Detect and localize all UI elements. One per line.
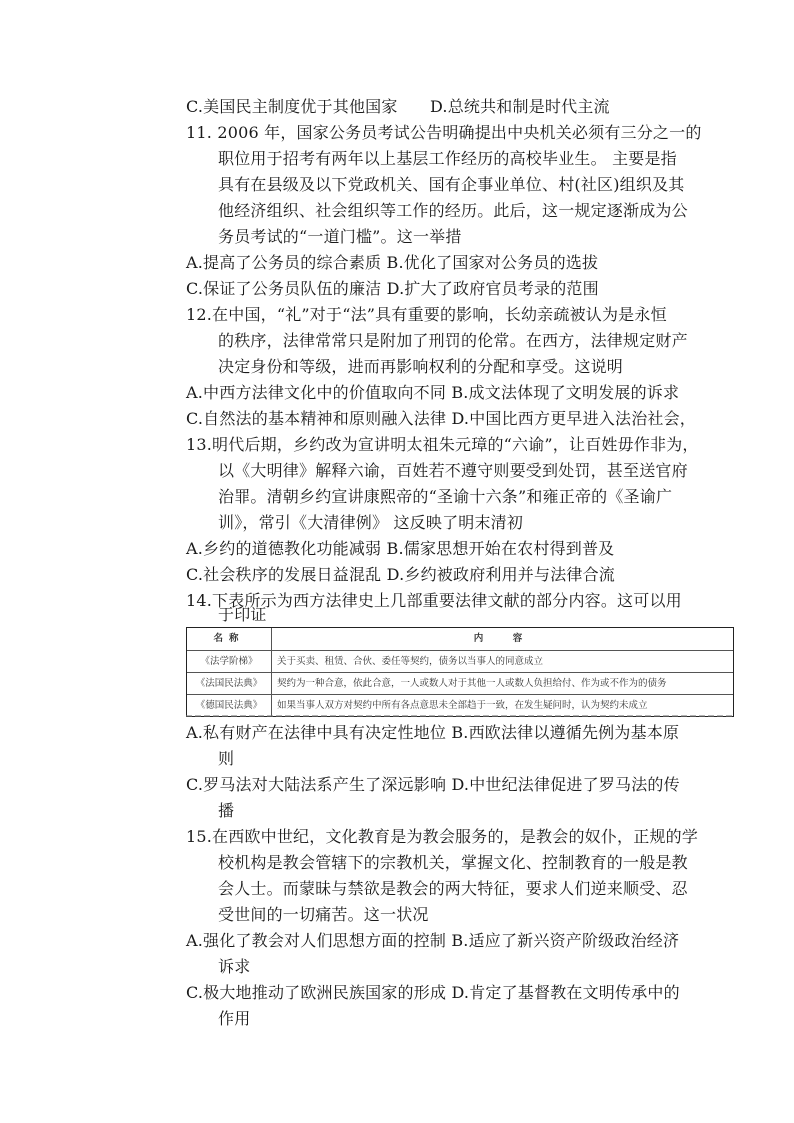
q15-stem: 会人士。而蒙昧与禁欲是教会的两大特征，要求人们逆来顺受、忍 bbox=[218, 879, 688, 898]
legal-documents-table bbox=[186, 627, 734, 717]
table-header-name: 名称 bbox=[213, 633, 245, 644]
q11-stem: 11. 2006 年，国家公务员考试公告明确提出中央机关必须有三分之一的 bbox=[186, 123, 702, 142]
table-cell-content: 关于买卖、租赁、合伙、委任等契约，债务以当事人的同意成立 bbox=[277, 656, 544, 667]
q15-stem: 受世间的一切痛苦。这一状况 bbox=[218, 905, 429, 924]
table-cell-content: 如果当事人双方对契约中所有各点意思未全部趋于一致，在发生疑问时，认为契约未成立 bbox=[277, 700, 648, 711]
q12-options-ab: A.中西方法律文化中的价值取向不同 B.成文法体现了文明发展的诉求 bbox=[186, 383, 680, 402]
q11-options-ab: A.提高了公务员的综合素质 B.优化了国家对公务员的选拔 bbox=[186, 253, 599, 272]
q15-options-cd: 作用 bbox=[218, 1009, 251, 1028]
table-cell-name: 《法国民法典》 bbox=[195, 678, 263, 689]
table-header-row bbox=[187, 628, 733, 650]
q15-stem: 15.在西欧中世纪，文化教育是为教会服务的，是教会的奴仆，正规的学 bbox=[186, 827, 699, 846]
q14-options-ab: 则 bbox=[218, 749, 235, 768]
q14-stem: 于印证 bbox=[218, 605, 267, 624]
table-overlap-artifact bbox=[186, 713, 734, 719]
q14-options-cd: C.罗马法对大陆法系产生了深远影响 D.中世纪法律促进了罗马法的传 bbox=[186, 775, 680, 794]
q14-options-ab: A.私有财产在法律中具有决定性地位 B.西欧法律以遵循先例为基本原 bbox=[186, 723, 680, 742]
q13-stem: 以《大明律》解释六谕，百姓若不遵守则要受到处罚，甚至送官府 bbox=[218, 461, 688, 480]
table-cell-content: 契约为一种合意，依此合意，一人或数人对于其他一人或数人负担给付、作为或不作为的债务 bbox=[277, 678, 667, 689]
q13-options-ab: A.乡约的道德教化功能减弱 B.儒家思想开始在农村得到普及 bbox=[186, 539, 615, 558]
q13-options-cd: C.社会秩序的发展日益混乱 D.乡约被政府利用并与法律合流 bbox=[186, 565, 615, 584]
q13-stem: 治罪。清朝乡约宣讲康熙帝的“圣谕十六条”和雍正帝的《圣谕广 bbox=[218, 487, 673, 506]
table-cell-name: 《德国民法典》 bbox=[195, 700, 263, 711]
q15-options-ab: 诉求 bbox=[218, 957, 251, 976]
q14-stem: 14.下表所示为西方法律史上几部重要法律文献的部分内容。这可以用 bbox=[186, 591, 682, 610]
q11-stem: 他经济组织、社会组织等工作的经历。此后，这一规定逐渐成为公 bbox=[218, 201, 688, 220]
q12-stem: 决定身份和等级，进而再影响权利的分配和享受。这说明 bbox=[218, 357, 624, 376]
q11-options-cd: C.保证了公务员队伍的廉洁 D.扩大了政府官员考录的范围 bbox=[186, 279, 599, 298]
table-header-content: 内 容 bbox=[473, 633, 533, 644]
q13-stem: 13.明代后期，乡约改为宣讲明太祖朱元璋的“六谕”，让百姓毋作非为， bbox=[186, 435, 699, 454]
q13-stem: 训》，常引《大清律例》 这反映了明末清初 bbox=[218, 513, 524, 532]
q15-options-cd: C.极大地推动了欧洲民族国家的形成 D.肯定了基督教在文明传承中的 bbox=[186, 983, 680, 1002]
table-row bbox=[187, 650, 733, 672]
table-cell-name: 《法学阶梯》 bbox=[200, 656, 258, 667]
q14-options-cd: 播 bbox=[218, 801, 235, 820]
q11-stem: 职位用于招考有两年以上基层工作经历的高校毕业生。 主要是指 bbox=[218, 149, 677, 168]
q10-options-cd: C.美国民主制度优于其他国家 D.总统共和制是时代主流 bbox=[186, 97, 610, 116]
q12-stem: 的秩序，法律常常只是附加了刑罚的伦常。在西方，法律规定财产 bbox=[218, 331, 688, 350]
q15-stem: 校机构是教会管辖下的宗教机关，掌握文化、控制教育的一般是教 bbox=[218, 853, 688, 872]
q11-stem: 具有在县级及以下党政机关、国有企事业单位、村(社区)组织及其 bbox=[218, 175, 685, 194]
table-row bbox=[187, 672, 733, 694]
q12-stem: 12.在中国，“礼”对于“法”具有重要的影响，长幼亲疏被认为是永恒 bbox=[186, 305, 667, 324]
q12-options-cd: C.自然法的基本精神和原则融入法律 D.中国比西方更早进入法治社会， bbox=[186, 409, 696, 428]
q11-stem: 务员考试的“一道门槛”。这一举措 bbox=[218, 227, 462, 246]
q15-options-ab: A.强化了教会对人们思想方面的控制 B.适应了新兴资产阶级政治经济 bbox=[186, 931, 680, 950]
